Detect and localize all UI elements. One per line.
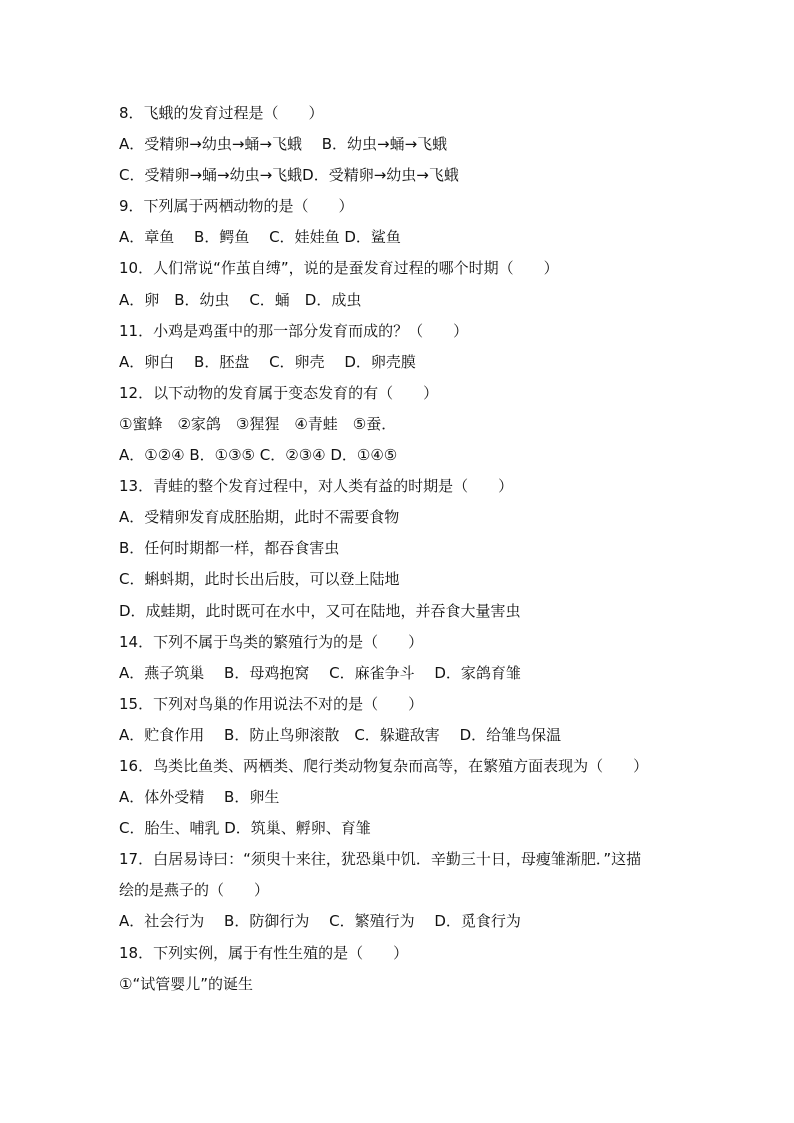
question-11-options: A．卵白 B．胚盘 C．卵壳 D．卵壳膜 <box>119 352 416 371</box>
question-14-stem: 14．下列不属于鸟类的繁殖行为的是（ ） <box>119 632 424 651</box>
question-15-options: A．贮食作用 B．防止鸟卵滚散 C．躲避敌害 D．给雏鸟保温 <box>119 725 562 744</box>
question-12-options: A．①②④ B．①③⑤ C．②③④ D．①④⑤ <box>119 446 398 465</box>
question-16-options-cd: C．胎生、哺乳 D．筑巢、孵卵、育雏 <box>119 819 371 838</box>
question-18-item-1: ①“试管婴儿”的诞生 <box>119 974 253 993</box>
question-13-option-c: C．蝌蚪期，此时长出后肢，可以登上陆地 <box>119 570 400 589</box>
question-15-stem: 15．下列对鸟巢的作用说法不对的是（ ） <box>119 694 424 713</box>
question-16-options-ab: A．体外受精 B．卵生 <box>119 788 280 807</box>
question-list <box>119 98 689 1000</box>
question-8-stem: 8．飞蛾的发育过程是（ ） <box>119 104 324 122</box>
question-18-stem: 18．下列实例，属于有性生殖的是（ ） <box>119 943 409 962</box>
question-9-options: A．章鱼 B．鳄鱼 C．娃娃鱼 D．鲨鱼 <box>119 228 401 247</box>
question-8-options-cd: C．受精卵→蛹→幼虫→飞蛾D．受精卵→幼虫→飞蛾 <box>119 166 459 185</box>
question-12-items: ①蜜蜂 ②家鸽 ③猩猩 ④青蛙 ⑤蚕． <box>119 414 397 433</box>
question-10-options: A．卵 B．幼虫 C．蛹 D．成虫 <box>119 290 362 309</box>
question-10-stem: 10．人们常说“作茧自缚”，说的是蚕发育过程的哪个时期（ ） <box>119 259 559 278</box>
question-17-options: A．社会行为 B．防御行为 C．繁殖行为 D．觅食行为 <box>119 912 521 931</box>
question-9-stem: 9．下列属于两栖动物的是（ ） <box>119 197 354 216</box>
question-16-stem: 16．鸟类比鱼类、两栖类、爬行类动物复杂而高等，在繁殖方面表现为（ ） <box>119 756 649 775</box>
question-13-option-b: B．任何时期都一样，都吞食害虫 <box>119 539 340 558</box>
question-11-stem: 11．小鸡是鸡蛋中的那一部分发育而成的？（ ） <box>119 321 469 340</box>
question-13-option-d: D．成蛙期，此时既可在水中，又可在陆地，并吞食大量害虫 <box>119 601 521 620</box>
question-17-stem-line-1: 17．白居易诗曰：“须臾十来往，犹恐巢中饥．辛勤三十日，母瘦雏渐肥．”这描 <box>119 850 642 869</box>
question-13-stem: 13．青蛙的整个发育过程中，对人类有益的时期是（ ） <box>119 477 514 496</box>
question-8-options-ab: A．受精卵→幼虫→蛹→飞蛾 B．幼虫→蛹→飞蛾 <box>119 135 448 154</box>
question-13-option-a: A．受精卵发育成胚胎期，此时不需要食物 <box>119 508 400 527</box>
question-17-stem-line-2: 绘的是燕子的（ ） <box>119 881 270 900</box>
question-14-options: A．燕子筑巢 B．母鸡抱窝 C．麻雀争斗 D．家鸽育雏 <box>119 663 521 682</box>
question-12-stem: 12．以下动物的发育属于变态发育的有（ ） <box>119 383 439 402</box>
